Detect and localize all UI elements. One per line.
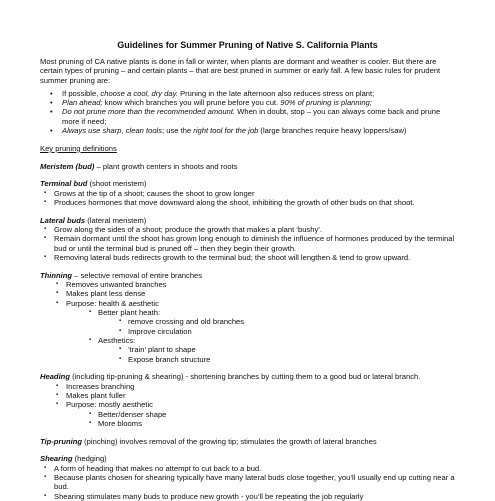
list-item: ▪ ‘train’ plant to shape — [40, 345, 455, 354]
shearing-list — [40, 464, 455, 501]
thinning-heading: Thinning – selective removal of entire branches — [40, 270, 203, 280]
list-item: ▪ Makes plant less dense — [52, 289, 455, 298]
list-item: ▪ Shearing stimulates many buds to produce new growth - you’ll be repeating the job regularly — [40, 492, 455, 501]
list-item: ▪ Better plant heath: — [40, 308, 455, 317]
terminal-bud-list — [40, 189, 455, 208]
rule-item: • Always use sharp, clean tools; use the right tool for the job (large branches require heavy loppers/saw) — [40, 126, 455, 135]
list-item: ▪ Grows at the tip of a shoot; causes the shoot to grow longer — [40, 189, 455, 198]
rule-item: • If possible, choose a cool, dry day. Pruning in the late afternoon also reduces stress on plant; — [40, 89, 455, 98]
list-item: ▪ Because plants chosen for shearing typically have many lateral buds close together, you’ll usually end up cutting near a bud. — [40, 473, 455, 492]
list-item: ▪ remove crossing and old branches — [40, 317, 455, 326]
list-item: ▪ Purpose: health & aesthetic — [52, 299, 455, 308]
thinning-subsublist — [40, 345, 455, 364]
thinning-sublist — [40, 336, 455, 345]
list-item: ▪ Increases branching — [52, 382, 455, 391]
thinning-sublist — [40, 308, 455, 317]
list-item: ▪ More blooms — [40, 419, 455, 428]
list-item: ▪ Improve circulation — [40, 327, 455, 336]
list-item: ▪ Removing lateral buds redirects growth to the terminal bud; the shoot will lengthen & tend to grow upward. — [40, 253, 455, 262]
list-item: ▪ Purpose: mostly aesthetic — [52, 400, 455, 409]
list-item: ▪ Grow along the sides of a shoot; produce the growth that makes a plant ‘bushy’. — [40, 225, 455, 234]
heading-definition: Heading (including tip-pruning & shearing) - shortening branches by cutting them to a good bud or lateral branch. — [40, 372, 421, 382]
rule-item: • Do not prune more than the recommended amount. When in doubt, stop – you can always come back and prune more if need; — [40, 107, 455, 126]
heading-sublist — [40, 410, 455, 429]
tip-pruning-definition: Tip-pruning (pinching) involves removal of the growing tip; stimulates the growth of lateral branches — [40, 436, 377, 446]
terminal-bud-heading: Terminal bud (shoot meristem) — [40, 179, 147, 189]
list-item: ▪ Better/denser shape — [40, 410, 455, 419]
document-title: Guidelines for Summer Pruning of Native S. California Plants — [117, 40, 378, 50]
rule-item: • Plan ahead; know which branches you will prune before you cut. 90% of pruning is planning; — [40, 98, 455, 107]
list-item: ▪ Expose branch structure — [40, 355, 455, 364]
list-item: ▪ A form of heading that makes no attempt to cut back to a bud. — [40, 464, 455, 473]
heading-list — [52, 382, 455, 410]
thinning-subsublist — [40, 317, 455, 336]
list-item: ▪ Aesthetics: — [40, 336, 455, 345]
shearing-heading: Shearing (hedging) — [40, 454, 107, 464]
intro-paragraph: Most pruning of CA native plants is done in fall or winter, when plants are dormant and weather is cooler. But there are certain types of pruning – and certain plants – that are best pruned in summer or early fall. A few basic rules for prudent summer pruning are: — [40, 57, 441, 85]
lateral-buds-list — [40, 225, 455, 262]
definitions-heading: Key pruning definitions — [40, 143, 117, 153]
list-item: ▪ Removes unwanted branches — [52, 280, 455, 289]
thinning-list — [52, 280, 455, 308]
rules-list — [40, 89, 455, 135]
list-item: ▪ Produces hormones that move downward along the shoot, inhibiting the growth of other buds on that shoot. — [40, 198, 455, 207]
list-item: ▪ Remain dormant until the shoot has grown long enough to diminish the influence of hormones produced by the terminal bud or until the terminal bud is pruned off – then they begin their growth. — [40, 234, 455, 253]
meristem-definition: Meristem (bud) – plant growth centers in shoots and roots — [40, 161, 238, 171]
lateral-buds-heading: Lateral buds (lateral meristem) — [40, 215, 147, 225]
list-item: ▪ Makes plant fuller — [52, 391, 455, 400]
